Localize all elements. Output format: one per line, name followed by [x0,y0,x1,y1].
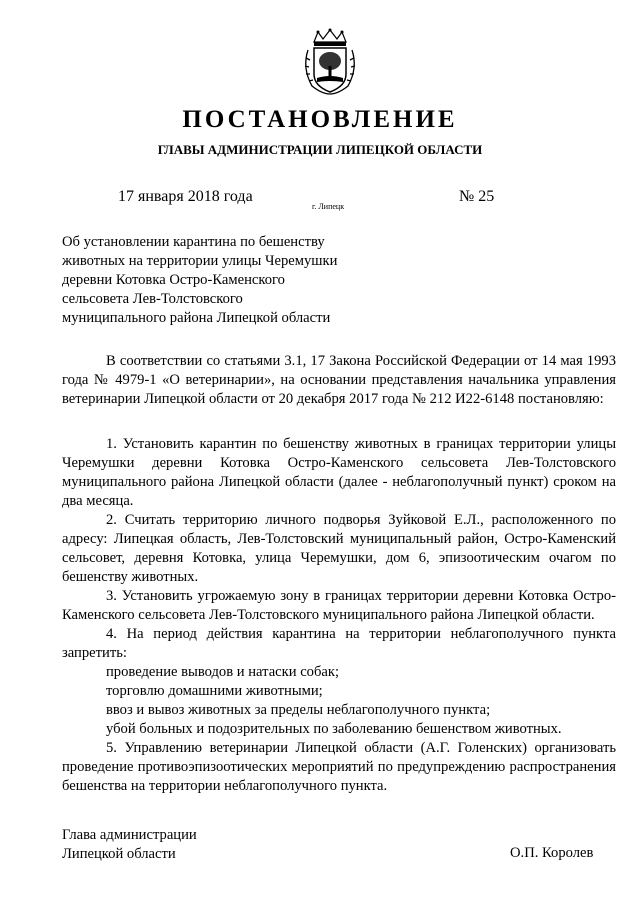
preamble-block [62,352,616,409]
document-number: № 25 [459,188,495,205]
prohibition-item: проведение выводов и натаски собак; [106,664,340,680]
signature-name: О.П. Королев [510,845,594,861]
coat-of-arms-icon [300,28,360,96]
clause-2: 2. Считать территорию личного подворья Зуйковой Е.Л., расположенного по адресу: Липецкая область, Лев-Толстовский муниципальный район, Остро-Каменский сельсовет, деревня Котовка, улица Черемушки, дом 6, эпизоотическим очагом по бешенству животных. [62,512,616,585]
clauses-block [62,435,616,796]
prohibition-item: ввоз и вывоз животных за пределы неблагополучного пункта; [106,702,491,718]
document-place: г. Липецк [312,202,345,211]
clause-5: 5. Управлению ветеринарии Липецкой области (А.Г. Голенских) организовать проведение противоэпизоотических мероприятий по предупреждению распространения бешенства на территории неблагополучного пункта. [62,740,616,794]
clause-1: 1. Установить карантин по бешенству животных в границах территории улицы Черемушки деревни Котовка Остро-Каменского сельсовета Лев-Толстовского муниципального района Липецкой области (далее - неблагополучный пункт) сроком на два месяца. [62,436,616,509]
prohibition-item: торговлю домашними животными; [106,683,323,699]
heading-line: муниципального района Липецкой области [62,310,331,326]
clause-3: 3. Установить угрожаемую зону в границах территории деревни Котовка Остро-Каменского сельсовета Лев-Толстовского муниципального района Липецкой области. [62,588,616,623]
document-title: ПОСТАНОВЛЕНИЕ [182,106,458,133]
heading-line: деревни Котовка Остро-Каменского [62,272,285,288]
signature-position [62,826,197,864]
signature-position-line: Липецкой области [62,846,176,862]
document-subtitle: ГЛАВЫ АДМИНИСТРАЦИИ ЛИПЕЦКОЙ ОБЛАСТИ [157,142,483,157]
clause-4: 4. На период действия карантина на территории неблагополучного пункта запретить: [62,626,616,661]
heading-line: Об установлении карантина по бешенству [62,234,325,250]
preamble-paragraph: В соответствии со статьями 3.1, 17 Закона Российской Федерации от 14 мая 1993 года № 4979-1 «О ветеринарии», на основании представления начальника управления ветеринарии Липецкой области от 20 декабря 2017 года № 212 И22-6148 постановляю: [62,353,616,407]
signature-position-line: Глава администрации [62,827,197,843]
document-date: 17 января 2018 года [118,188,253,205]
document-heading [62,233,362,328]
heading-line: животных на территории улицы Черемушки [62,253,338,269]
prohibition-item: убой больных и подозрительных по заболеванию бешенством животных. [106,721,562,737]
heading-line: сельсовета Лев-Толстовского [62,291,243,307]
